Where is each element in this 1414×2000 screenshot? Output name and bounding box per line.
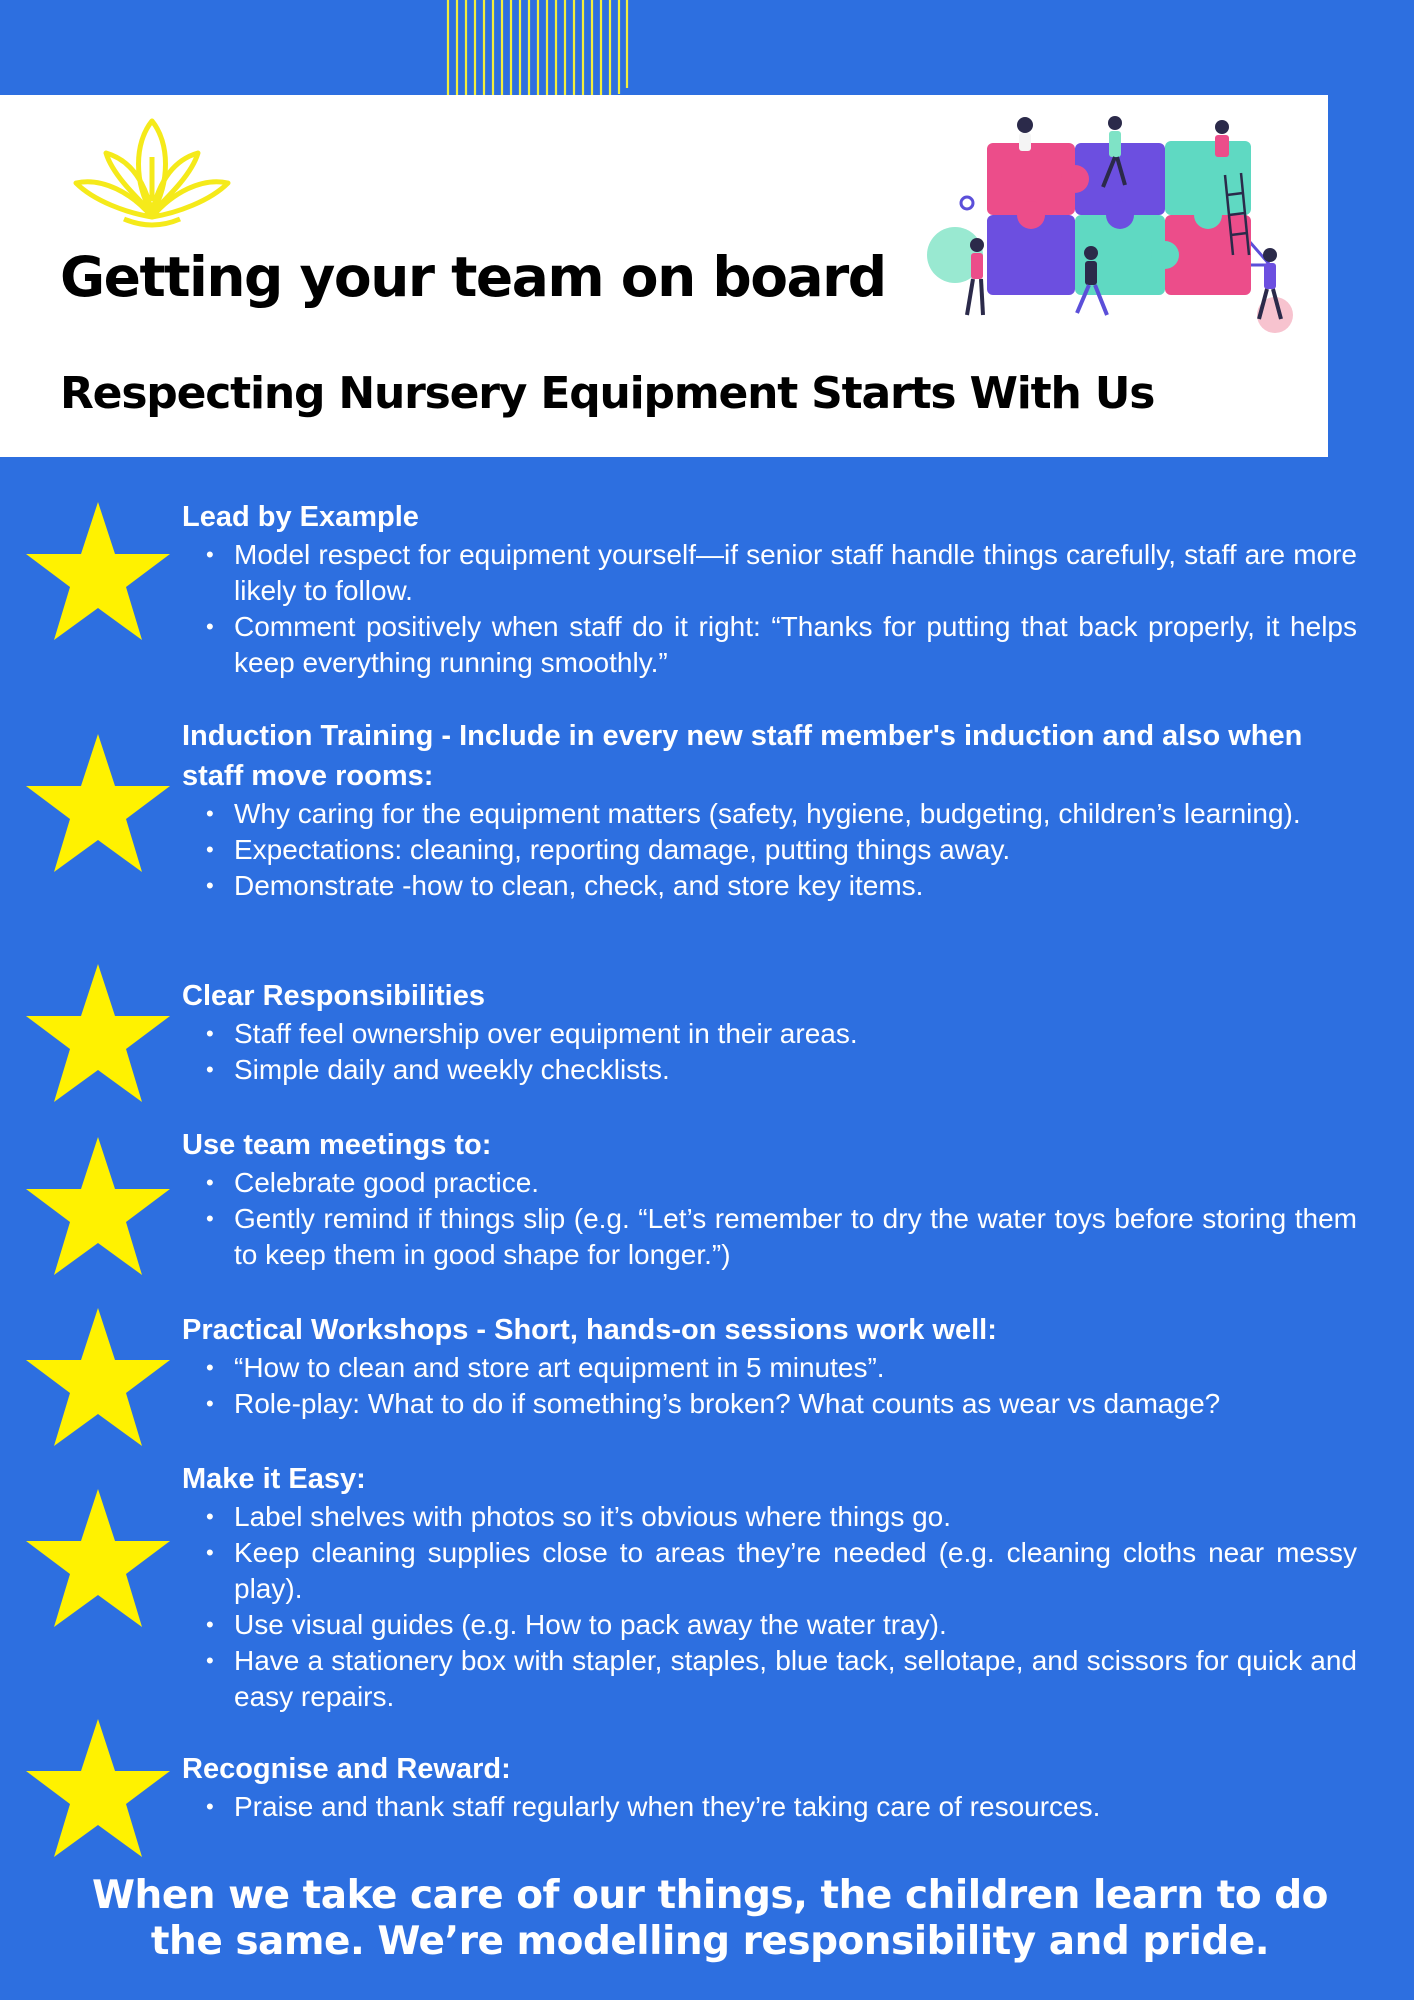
bullet-list — [182, 537, 1357, 681]
list-item: • Keep cleaning supplies close to areas they’re needed (e.g. cleaning cloths near messy play). — [234, 1535, 1357, 1607]
closing-statement — [90, 1873, 1330, 1965]
section-heading: Clear Responsibilities — [182, 980, 485, 1012]
list-item: • Demonstrate -how to clean, check, and store key items. — [234, 868, 1357, 904]
bullet-list — [182, 1165, 1357, 1273]
star-icon — [26, 1719, 170, 1857]
list-item: • Celebrate good practice. — [234, 1165, 1357, 1201]
section-heading: Lead by Example — [182, 501, 419, 533]
lotus-icon — [72, 113, 232, 233]
closing-line-2: the same. We’re modelling responsibility and pride. — [150, 1919, 1270, 1964]
list-item: • Expectations: cleaning, reporting damage, putting things away. — [234, 832, 1357, 868]
bullet-list — [182, 1789, 1357, 1825]
bullet-list — [182, 1016, 1357, 1088]
star-icon — [26, 502, 170, 640]
page-subtitle: Respecting Nursery Equipment Starts With Us — [60, 368, 1155, 419]
list-item: • Comment positively when staff do it right: “Thanks for putting that back properly, it helps keep everything running smoothly.” — [234, 609, 1357, 681]
list-item: • Why caring for the equipment matters (safety, hygiene, budgeting, children’s learning). — [234, 796, 1357, 832]
list-item: • Staff feel ownership over equipment in their areas. — [234, 1016, 1357, 1052]
header-card — [0, 95, 1328, 457]
list-item: • Praise and thank staff regularly when they’re taking care of resources. — [234, 1789, 1357, 1825]
star-icon — [26, 734, 170, 872]
section-heading: Practical Workshops - Short, hands-on sessions work well: — [182, 1314, 997, 1346]
list-item: • Use visual guides (e.g. How to pack away the water tray). — [234, 1607, 1357, 1643]
section-heading: Induction Training - Include in every new staff member's induction and also when staff move rooms: — [182, 720, 1303, 792]
section-heading: Make it Easy: — [182, 1463, 366, 1495]
page-title: Getting your team on board — [60, 245, 886, 309]
bullet-list — [182, 1350, 1357, 1422]
star-icon — [26, 1308, 170, 1446]
star-icon — [26, 964, 170, 1102]
puzzle-team-illustration — [925, 105, 1325, 355]
bullet-list — [182, 796, 1357, 904]
list-item: • “How to clean and store art equipment in 5 minutes”. — [234, 1350, 1357, 1386]
star-icon — [26, 1137, 170, 1275]
bullet-list — [182, 1499, 1357, 1715]
closing-line-1: When we take care of our things, the children learn to do — [92, 1873, 1328, 1918]
section-heading: Recognise and Reward: — [182, 1753, 511, 1785]
list-item: • Have a stationery box with stapler, staples, blue tack, sellotape, and scissors for quick and easy repairs. — [234, 1643, 1357, 1715]
list-item: • Label shelves with photos so it’s obvious where things go. — [234, 1499, 1357, 1535]
list-item: • Simple daily and weekly checklists. — [234, 1052, 1357, 1088]
list-item: • Role-play: What to do if something’s broken? What counts as wear vs damage? — [234, 1386, 1357, 1422]
star-icon — [26, 1489, 170, 1627]
list-item: • Gently remind if things slip (e.g. “Let’s remember to dry the water toys before storing them to keep them in good shape for longer.”) — [234, 1201, 1357, 1273]
section-heading: Use team meetings to: — [182, 1129, 492, 1161]
list-item: • Model respect for equipment yourself—if senior staff handle things carefully, staff are more likely to follow. — [234, 537, 1357, 609]
